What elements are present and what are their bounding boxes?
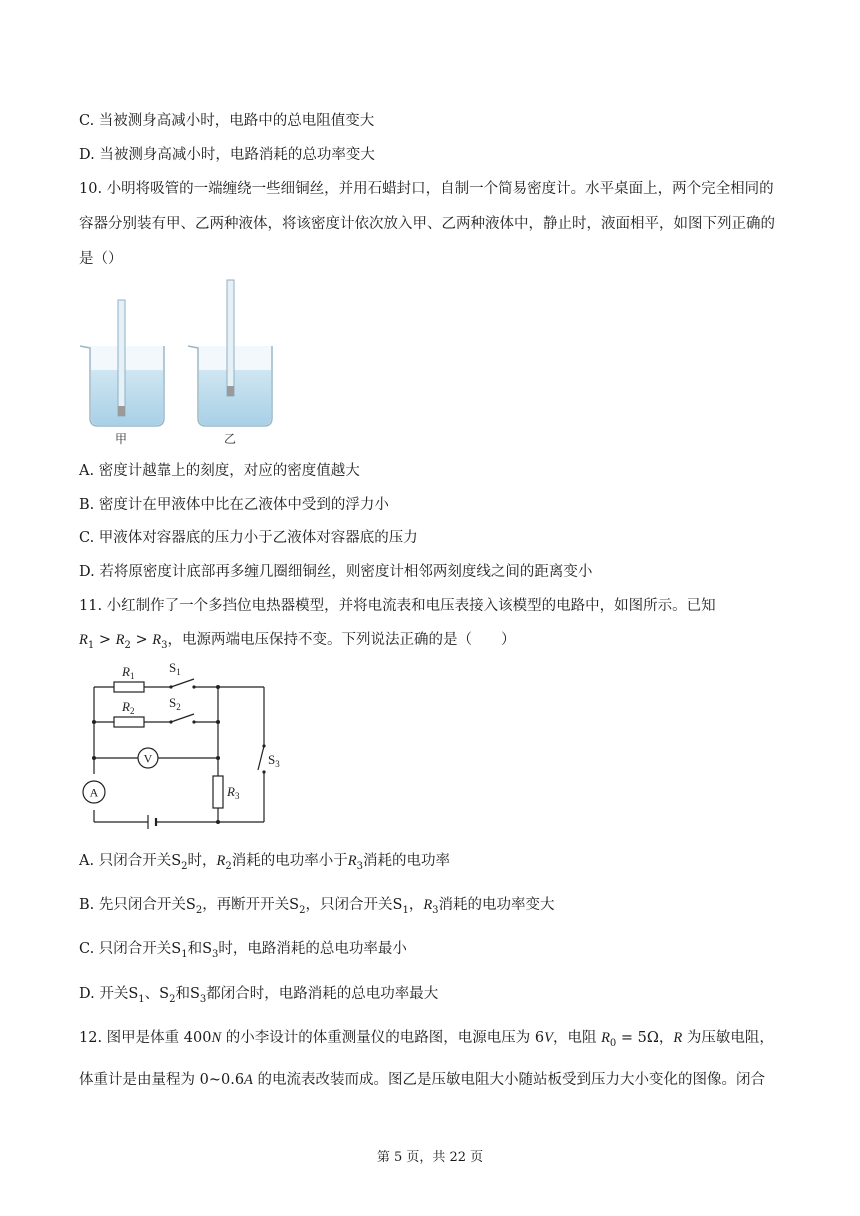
resistor-r1	[114, 682, 144, 692]
label-s1: $S_1$	[169, 660, 181, 677]
question-10-stem: 10. 小明将吸管的一端缠绕一些细铜丝，并用石蜡封口，自制一个简易密度计。水平桌面上，两个完全相同的容器分别装有甲、乙两种液体，将该密度计依次放入甲、乙两种液体中，静止时，液面相平，如图下列正确的是（）	[79, 181, 775, 267]
question-12-line2: 体重计是由量程为 0~0.6A 的电流表改装而成。图乙是压敏电阻大小随站板受到压力大小变化的图像。闭合	[79, 1072, 766, 1088]
label-s3: $S_3$	[268, 752, 280, 769]
label-yi: 乙	[223, 432, 237, 446]
circuit-diagram	[76, 654, 280, 834]
q10-option-a: A. 密度计越靠上的刻度，对应的密度值越大	[79, 463, 360, 479]
q10-option-b: B. 密度计在甲液体中比在乙液体中受到的浮力小	[79, 497, 389, 513]
page-footer: 第 5 页，共 22 页	[376, 1150, 484, 1165]
option-d-prev: D. 当被测身高减小时，电路消耗的总功率变大	[79, 147, 375, 163]
switch-s3	[258, 746, 264, 770]
q10-option-c: C. 甲液体对容器底的压力小于乙液体对容器底的压力	[79, 530, 418, 546]
question-12-line1: 12. 图甲是体重 400N 的小李设计的体重测量仪的电路图，电源电压为 6V，电阻 $R_0 = 5\Omega$，R 为压敏电阻，	[79, 1030, 774, 1049]
resistor-r3	[213, 776, 223, 808]
label-s2: $S_2$	[169, 695, 181, 712]
resistance-inequality: $R_1 > R_2 > R_3$	[79, 632, 168, 651]
beaker-yi	[188, 280, 272, 426]
beaker-jia	[80, 300, 164, 426]
question-11-stem-line2: $R_1 > R_2 > R_3$，电源两端电压保持不变。下列说法正确的是（ ）	[79, 632, 516, 651]
label-r3: $R_3$	[227, 784, 240, 801]
hydrometer-figure	[76, 278, 276, 448]
option-c-prev: C. 当被测身高减小时，电路中的总电阻值变大	[79, 113, 375, 129]
switch-s1	[171, 679, 194, 687]
switch-s2	[171, 714, 194, 722]
label-ammeter: A	[89, 785, 99, 800]
label-r2: $R_2$	[122, 699, 135, 716]
label-voltmeter: V	[143, 751, 153, 766]
q11-option-a: A. 只闭合开关$S_2$时，$R_2$消耗的电功率小于$R_3$消耗的电功率	[79, 853, 450, 872]
label-r1: $R_1$	[122, 664, 135, 681]
label-jia: 甲	[114, 432, 128, 446]
q11-option-b: B. 先只闭合开关$S_2$，再断开开关$S_2$，只闭合开关$S_1$，$R_3$消耗的电功率变大	[79, 897, 555, 916]
resistor-r2	[114, 717, 144, 727]
q11-option-c: C. 只闭合开关$S_1$和$S_3$时，电路消耗的总电功率最小	[79, 941, 407, 960]
q11-option-d: D. 开关$S_1$、$S_2$和$S_3$都闭合时，电路消耗的总电功率最大	[79, 986, 439, 1005]
question-11-stem-line1: 11. 小红制作了一个多挡位电热器模型，并将电流表和电压表接入该模型的电路中，如图所示。已知	[79, 598, 716, 614]
q10-option-d: D. 若将原密度计底部再多缠几圈细铜丝，则密度计相邻两刻度线之间的距离变小	[79, 564, 593, 580]
